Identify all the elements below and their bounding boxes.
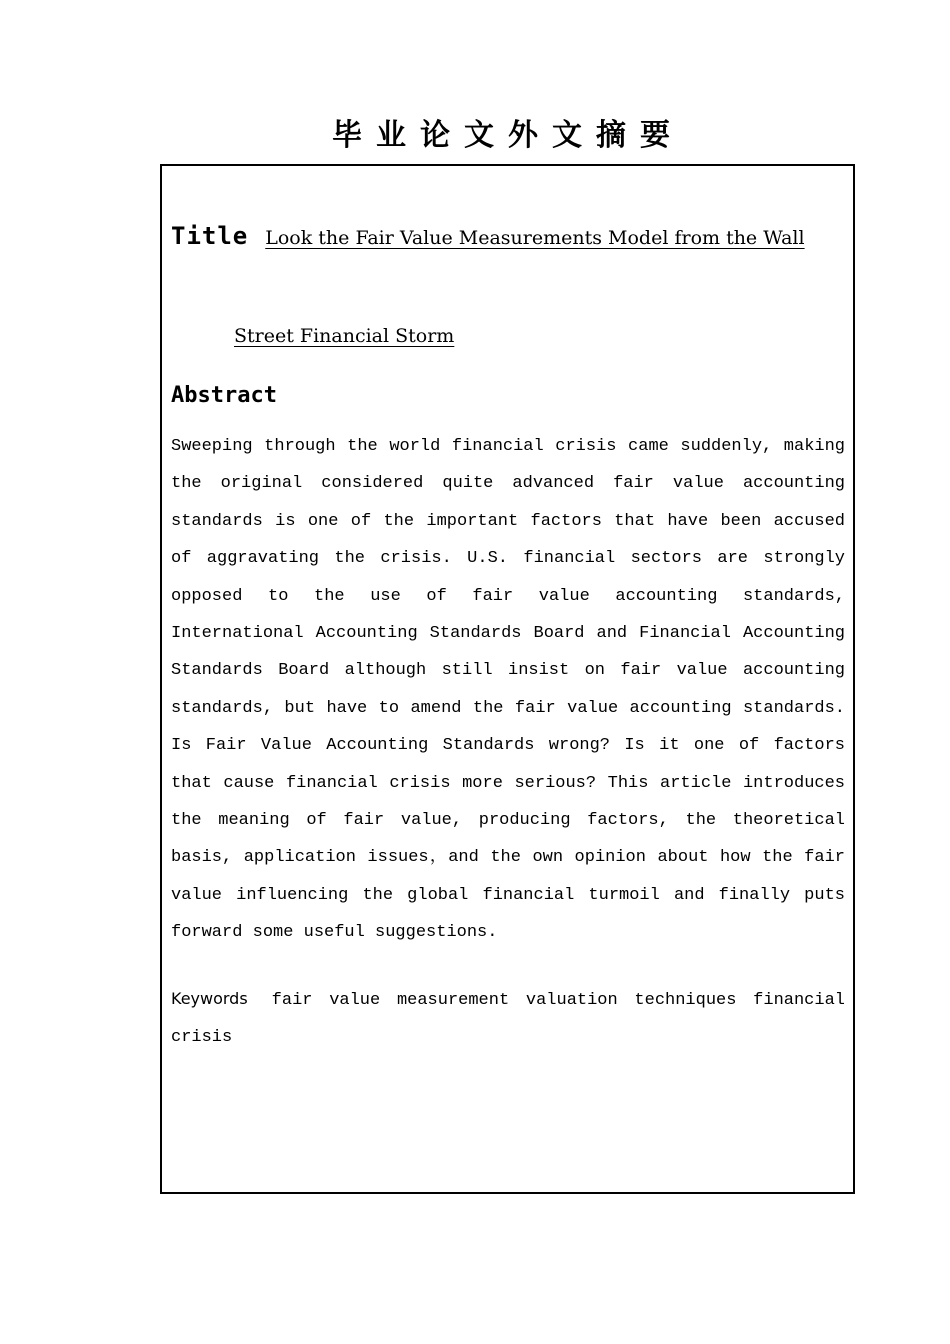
abstract-label: Abstract: [171, 383, 277, 408]
page-heading: 毕业论文外文摘要: [332, 118, 684, 153]
title-label: Title: [171, 222, 249, 250]
abstract-body: Sweeping through the world financial crisis came suddenly, making the original considered quite advanced fair value accounting standards is one of the important factors that have been accused of aggravating the crisis. U.S. financial sectors are strongly opposed to the use of fair value accounting standards, International Accounting Standards Board and Financial Accounting Standards Board although still insist on fair value accounting standards, but have to amend the fair value accounting standards. Is Fair Value Accounting Standards wrong? Is it one of factors that cause financial crisis more serious? This article introduces the meaning of fair value, producing factors, the theoretical basis, application issues，and the own opinion about how the fair value influencing the global financial turmoil and finally puts forward some useful suggestions.: [171, 437, 845, 943]
title-text-line1: Look the Fair Value Measurements Model from the Wall: [265, 227, 805, 249]
keywords-label: Keywords: [171, 989, 248, 1008]
title-row: [171, 220, 843, 255]
title-text-line2: Street Financial Storm: [234, 325, 455, 347]
abstract-frame: [160, 164, 855, 1194]
keywords-row: [171, 980, 845, 1057]
keywords-text: fair value measurement valuation techniques financial crisis: [171, 991, 845, 1048]
